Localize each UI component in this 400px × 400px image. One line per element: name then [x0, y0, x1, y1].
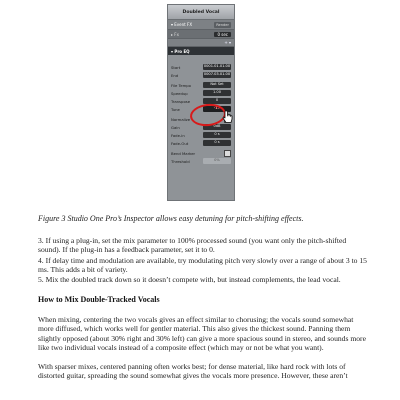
end-field[interactable]: 0007.03.01.00 [203, 72, 231, 77]
pro-eq-header[interactable]: ▾ Pro EQ [168, 47, 234, 55]
threshold-label: Threshold [171, 158, 190, 164]
normalize-label: Normalize [171, 116, 191, 122]
bend-marker-checkbox[interactable] [224, 150, 231, 157]
fade-out-row [168, 139, 234, 147]
speedup-field[interactable]: 1.00 [203, 90, 231, 96]
start-row [168, 63, 234, 71]
inspector-panel [167, 4, 235, 201]
start-label: Start [171, 64, 181, 70]
threshold-row [168, 157, 234, 165]
bend-marker-row [168, 149, 234, 157]
insert-icons-row[interactable]: + ▾ [168, 39, 234, 47]
fx-value-field[interactable]: 0 sec [214, 32, 231, 37]
fx-label: ▸ Fx [171, 31, 179, 37]
fade-in-row [168, 131, 234, 139]
inspector-title: Doubled Vocal [168, 5, 234, 20]
event-fx-row [168, 20, 234, 30]
tune-label: Tune [171, 106, 180, 112]
fade-out-label: Fade-Out [171, 140, 189, 146]
paragraph-step-4: 4. If delay time and modulation are available, try modulating pitch very slowly over a range of about 3 to 15 ms. This adds a bit of variety. [38, 256, 367, 275]
file-tempo-row [168, 81, 234, 89]
end-row [168, 71, 234, 79]
event-fx-label[interactable]: ▾ Event FX [171, 22, 193, 27]
gain-label: Gain [171, 124, 180, 130]
fade-in-field[interactable]: 0 s [203, 132, 231, 138]
end-label: End [171, 72, 179, 78]
fade-in-label: Fade-in [171, 132, 185, 138]
figure-caption: Figure 3 Studio One Pro’s Inspector allows easy detuning for pitch-shifting effects. [38, 214, 304, 223]
file-tempo-label: File Tempo [171, 82, 192, 88]
file-tempo-field[interactable]: Not Set [203, 82, 231, 88]
section-heading: How to Mix Double-Tracked Vocals [38, 295, 160, 304]
start-field[interactable]: 0001.01.01.00 [203, 64, 231, 69]
gain-field[interactable]: 0dB [203, 124, 231, 130]
fade-out-field[interactable]: 0 s [203, 140, 231, 146]
transpose-row [168, 97, 234, 105]
speedup-label: Speedup [171, 90, 188, 96]
hand-cursor-icon [222, 110, 233, 124]
fx-row [168, 30, 234, 39]
transpose-label: Transpose [171, 98, 191, 104]
transpose-field[interactable]: 0 [203, 98, 231, 104]
paragraph-mixing: When mixing, centering the two vocals gives an effect similar to chorusing; the vocals sound somewhat more diffused, which works well for gentler material. This also gives the thickest sound. Panning them slightly opposed (about 30% right and 30% left) can give a more spacious sound in stereo, and sounds more like two individual vocals instead of a composite effect (which may or not be what you want). [38, 315, 366, 352]
paragraph-sparser-mixes: With sparser mixes, centered panning often works best; for dense material, like hard rock with lots of distorted guitar, spreading the sound somewhat gives the vocals more presence. However, these aren’t [38, 362, 348, 381]
paragraph-step-3: 3. If using a plug-in, set the mix parameter to 100% processed sound (you want only the pitch-shifted sound). If the plug-in has a feedback parameter, set it to 0. [38, 236, 347, 255]
bend-marker-label: Bend Marker [171, 150, 196, 156]
speedup-row [168, 89, 234, 97]
tune-field[interactable]: -17 [203, 106, 231, 112]
threshold-field[interactable]: 0% [203, 158, 231, 164]
paragraph-step-5: 5. Mix the doubled track down so it doesn’t compete with, but instead complements, the lead vocal. [38, 275, 341, 284]
render-button[interactable]: Render [216, 22, 229, 27]
